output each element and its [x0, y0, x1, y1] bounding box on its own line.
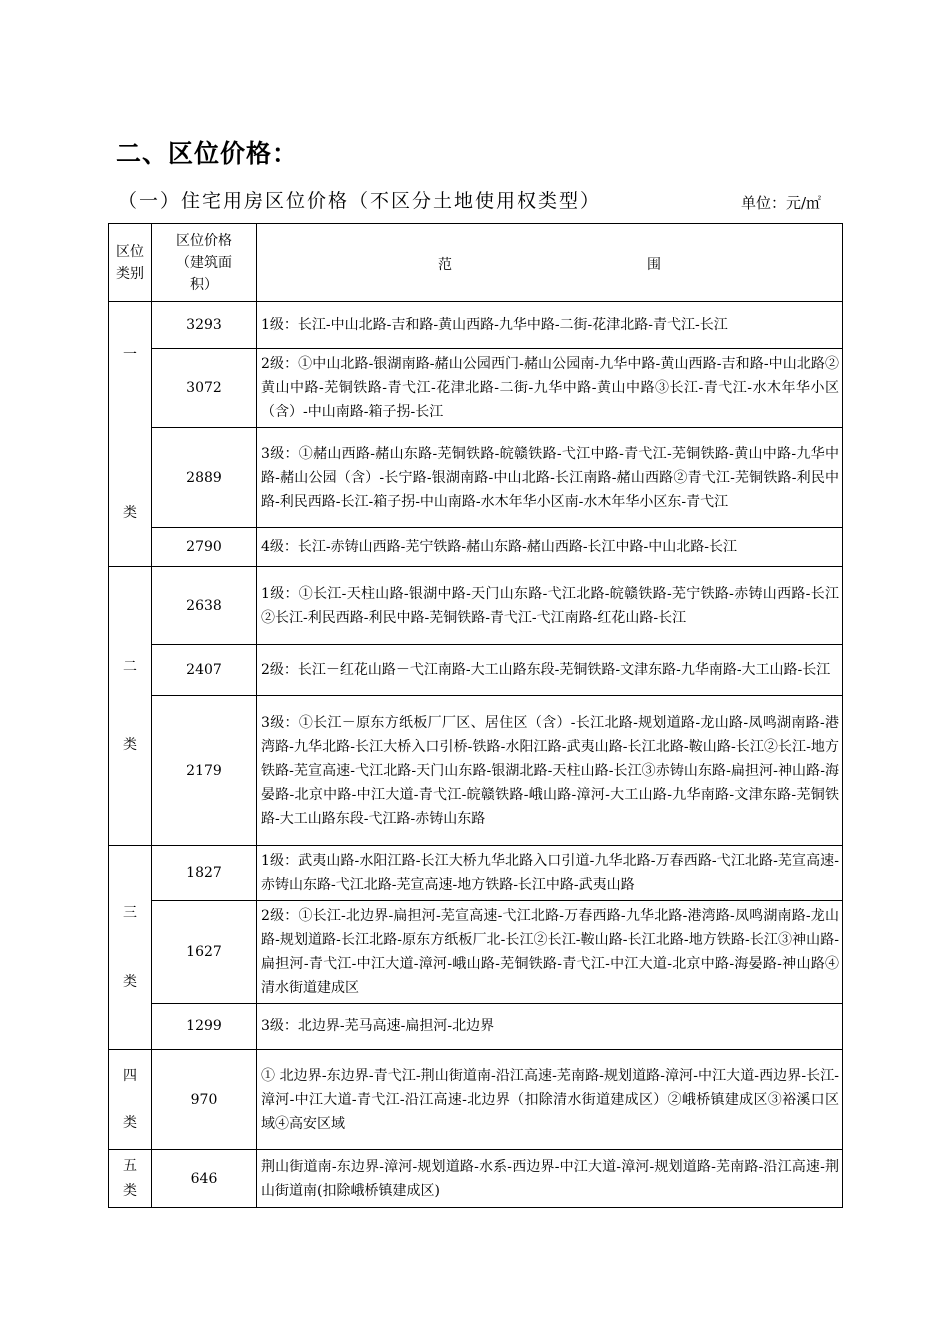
- header-range: [257, 224, 843, 302]
- table-row: [109, 349, 843, 428]
- price-cell: 1627: [152, 901, 257, 1004]
- category-label: 二: [123, 659, 137, 675]
- range-cell: 2级：长江－红花山路－弋江南路-大工山路东段-芜铜铁路-文津东路-九华南路-大工山路-长江: [257, 645, 843, 696]
- price-cell: 3293: [152, 302, 257, 349]
- table-row: [109, 645, 843, 696]
- price-cell: 2407: [152, 645, 257, 696]
- range-cell: 4级：长江-赤铸山西路-芜宁铁路-赭山东路-赭山西路-长江中路-中山北路-长江: [257, 528, 843, 567]
- table-row: [109, 846, 843, 901]
- header-range-char: 范: [438, 257, 452, 273]
- category-label: 五: [123, 1158, 137, 1174]
- price-table: [108, 223, 843, 1208]
- category-label: 类: [123, 1115, 137, 1131]
- category-cell: [109, 1150, 152, 1208]
- table-row: [109, 567, 843, 645]
- section-title: 二、区位价格：: [116, 139, 299, 168]
- price-cell: 2638: [152, 567, 257, 645]
- header-category-line: 区位: [116, 243, 144, 260]
- price-cell: 646: [152, 1150, 257, 1208]
- header-category-line: 类别: [116, 265, 144, 282]
- range-cell: 1级：长江-中山北路-吉和路-黄山西路-九华中路-二街-花津北路-青弋江-长江: [257, 302, 843, 349]
- table-row: [109, 1050, 843, 1150]
- table-row: [109, 696, 843, 846]
- header-price-line: 区位价格: [176, 232, 232, 249]
- range-cell: 1级：武夷山路-水阳江路-长江大桥九华北路入口引道-九华北路-万春西路-弋江北路-芜宣高速-赤铸山东路-弋江北路-芜宣高速-地方铁路-长江中路-武夷山路: [257, 846, 843, 901]
- table-row: [109, 302, 843, 349]
- price-cell: 970: [152, 1050, 257, 1150]
- category-cell: [109, 1050, 152, 1150]
- table-header-row: [109, 224, 843, 302]
- range-cell: 3级：①赭山西路-赭山东路-芜铜铁路-皖赣铁路-弋江中路-青弋江-芜铜铁路-黄山中路-九华中路-赭山公园（含）-长宁路-银湖南路-中山北路-长江南路-赭山西路②青弋江-芜铜铁路-利民中路-利民西路-长江-箱子拐-中山南路-水木年华小区南-水木年华小区东-青弋江: [257, 428, 843, 528]
- subsection-title: （一）住宅用房区位价格（不区分土地使用权类型）: [118, 190, 602, 212]
- header-price-line: （建筑面: [176, 254, 232, 271]
- header-price: [152, 224, 257, 302]
- header-category: [109, 224, 152, 302]
- price-cell: 2790: [152, 528, 257, 567]
- range-cell: 2级：①长江-北边界-扁担河-芜宣高速-弋江北路-万春西路-九华北路-港湾路-凤鸣湖南路-龙山路-规划道路-长江北路-原东方纸板厂北-长江②长江-鞍山路-长江北路-地方铁路-长江③神山路-扁担河-青弋江-中江大道-漳河-峨山路-芜铜铁路-青弋江-中江大道-北京中路-海晏路-神山路④清水街道建成区: [257, 901, 843, 1004]
- category-label: 四: [123, 1068, 137, 1084]
- category-label: 一: [123, 347, 137, 363]
- category-label: 类: [123, 505, 137, 521]
- header-price-line: 积）: [190, 276, 218, 293]
- range-cell: 3级：北边界-芜马高速-扁担河-北边界: [257, 1003, 843, 1049]
- table-row: [109, 428, 843, 528]
- price-cell: 1299: [152, 1003, 257, 1049]
- price-cell: 2179: [152, 696, 257, 846]
- header-range-char: 围: [647, 257, 661, 273]
- category-label: 类: [123, 974, 137, 990]
- table-row: [109, 1150, 843, 1208]
- category-label: 三: [123, 905, 137, 921]
- range-cell: 1级：①长江-天柱山路-银湖中路-天门山东路-弋江北路-皖赣铁路-芜宁铁路-赤铸山西路-长江②长江-利民西路-利民中路-芜铜铁路-青弋江-弋江南路-红花山路-长江: [257, 567, 843, 645]
- category-cell: [109, 846, 152, 1050]
- price-cell: 2889: [152, 428, 257, 528]
- range-cell: 荆山街道南-东边界-漳河-规划道路-水系-西边界-中江大道-漳河-规划道路-芜南路-沿江高速-荆山街道南(扣除峨桥镇建成区): [257, 1150, 843, 1208]
- category-label: 类: [123, 737, 137, 753]
- category-label: 类: [123, 1183, 137, 1199]
- range-cell: 2级：①中山北路-银湖南路-赭山公园西门-赭山公园南-九华中路-黄山西路-吉和路-中山北路②黄山中路-芜铜铁路-青弋江-花津北路-二街-九华中路-黄山中路③长江-青弋江-水木年华小区（含）-中山南路-箱子拐-长江: [257, 349, 843, 428]
- table-row: [109, 1003, 843, 1049]
- range-cell: ① 北边界-东边界-青弋江-荆山街道南-沿江高速-芜南路-规划道路-漳河-中江大道-西边界-长江-漳河-中江大道-青弋江-沿江高速-北边界（扣除清水街道建成区）②峨桥镇建成区③裕溪口区域④高安区域: [257, 1050, 843, 1150]
- category-cell: [109, 567, 152, 846]
- price-cell: 1827: [152, 846, 257, 901]
- table-row: [109, 901, 843, 1004]
- category-cell: [109, 302, 152, 567]
- price-cell: 3072: [152, 349, 257, 428]
- unit-label: 单位：元/㎡: [741, 194, 822, 212]
- range-cell: 3级：①长江－原东方纸板厂厂区、居住区（含）-长江北路-规划道路-龙山路-凤鸣湖南路-港湾路-九华北路-长江大桥入口引桥-铁路-水阳江路-武夷山路-长江北路-鞍山路-长江②长江-地方铁路-芜宣高速-弋江北路-天门山东路-银湖北路-天柱山路-长江③赤铸山东路-扁担河-神山路-海晏路-北京中路-中江大道-青弋江-皖赣铁路-峨山路-漳河-大工山路-九华南路-文津东路-芜铜铁路-大工山路东段-弋江路-赤铸山东路: [257, 696, 843, 846]
- table-row: [109, 528, 843, 567]
